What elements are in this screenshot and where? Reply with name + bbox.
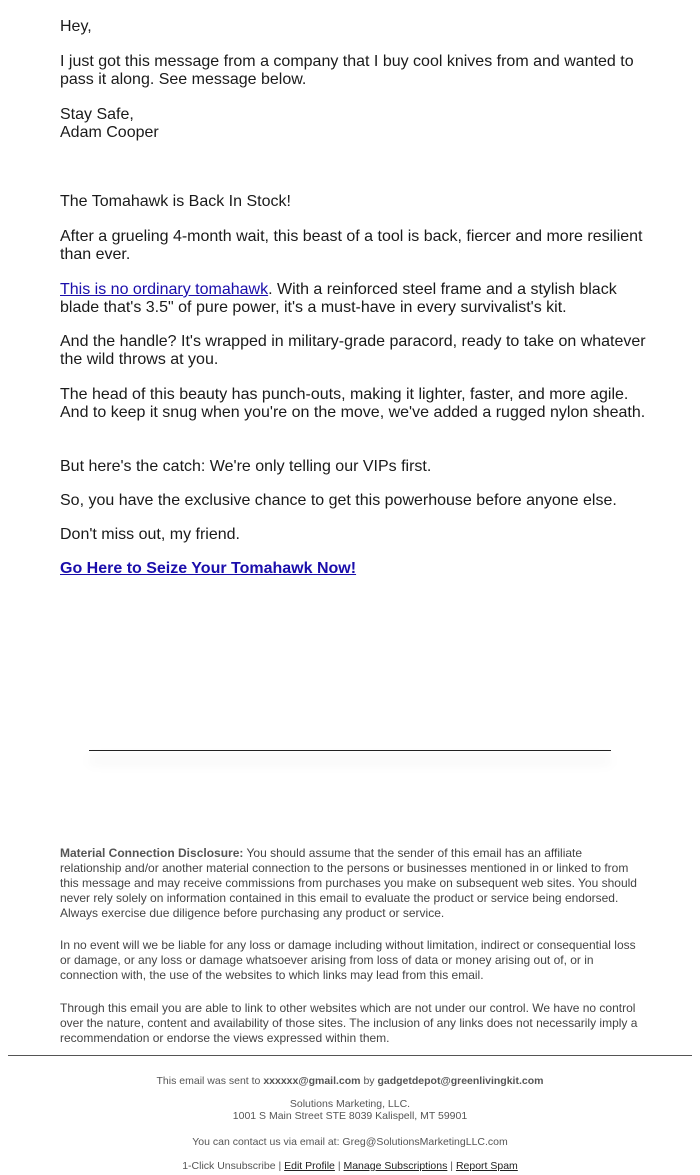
paragraph-4: The head of this beauty has punch-outs, making it lighter, faster, and more agile. And to keep it snug when you're on the move, we've added a rugged nylon sheath. [60,386,646,421]
greeting: Hey, [60,18,92,35]
separator: | [275,1160,285,1172]
signoff-line: Stay Safe, [60,106,134,123]
external-links-notice: Through this email you are able to link to other websites which are not under our control. We have no control over the nature, content and availability of those sites. The inclusion of any links does not necessarily imply a recommendation or endorse the views expressed within them. [60,1001,638,1045]
paragraph-1: After a grueling 4-month wait, this beast of a tool is back, fiercer and more resilient than ever. [60,228,643,263]
company-address: 1001 S Main Street STE 8039 Kalispell, MT 59901 [232,1110,468,1122]
sender-email: gadgetdepot@greenlivingkit.com [377,1075,544,1087]
paragraph-2-text: . With a reinforced steel frame and a stylish black blade that's 3.5" of pure power, it's a must-have in every survivalist's kit. [60,281,617,316]
separator: | [447,1160,456,1172]
sent-to-line [0,1075,700,1087]
paragraph-2 [60,281,650,317]
company-info [0,1098,700,1122]
separator-line [89,750,611,751]
headline: The Tomahawk is Back In Stock! [60,193,291,210]
disclosure-label: Material Connection Disclosure: [60,846,244,860]
disclosure [60,846,640,921]
by-text: by [360,1075,378,1087]
unsubscribe-text[interactable]: 1-Click Unsubscribe [182,1160,276,1172]
edit-profile-link[interactable]: Edit Profile [284,1160,335,1172]
paragraph-5: But here's the catch: We're only telling our VIPs first. [60,458,432,475]
liability-notice: In no event will we be liable for any loss or damage including without limitation, indirect or consequential loss or damage, or any loss or damage whatsoever arising from loss of data or money arising out of, or in connection with, the use of the websites to which links may lead from this email. [60,938,636,982]
sender-name: Adam Cooper [60,124,159,141]
footer-divider [8,1055,692,1056]
manage-subscriptions-link[interactable]: Manage Subscriptions [343,1160,448,1172]
disclosure-text: You should assume that the sender of this email has an affiliate relationship and/or another material connection to the persons or businesses mentioned in or linked to from this message and may receive commissions from purchases you make on subsequent web sites. You should never rely solely on information contained in this email to evaluate the product or service being endorsed. Always exercise due diligence before purchasing any product or service. [60,846,637,920]
paragraph-3: And the handle? It's wrapped in military-grade paracord, ready to take on whatever the wild throws at you. [60,333,646,368]
company-name: Solutions Marketing, LLC. [289,1098,411,1110]
recipient-email: xxxxxx@gmail.com [263,1075,361,1087]
cta-link[interactable]: Go Here to Seize Your Tomahawk Now! [60,560,357,577]
intro-message: I just got this message from a company that I buy cool knives from and wanted to pass it along. See message below. [60,53,634,88]
separator: | [334,1160,344,1172]
cta-paragraph [60,560,650,578]
sent-prefix: This email was sent to [156,1075,264,1087]
paragraph-7: Don't miss out, my friend. [60,526,240,543]
links-row [0,1160,700,1172]
paragraph-6: So, you have the exclusive chance to get this powerhouse before anyone else. [60,492,617,509]
signoff [60,106,650,142]
report-spam-link[interactable]: Report Spam [455,1160,518,1172]
contact-line: You can contact us via email at: Greg@SolutionsMarketingLLC.com [192,1136,508,1148]
tomahawk-link[interactable]: This is no ordinary tomahawk [60,281,269,298]
